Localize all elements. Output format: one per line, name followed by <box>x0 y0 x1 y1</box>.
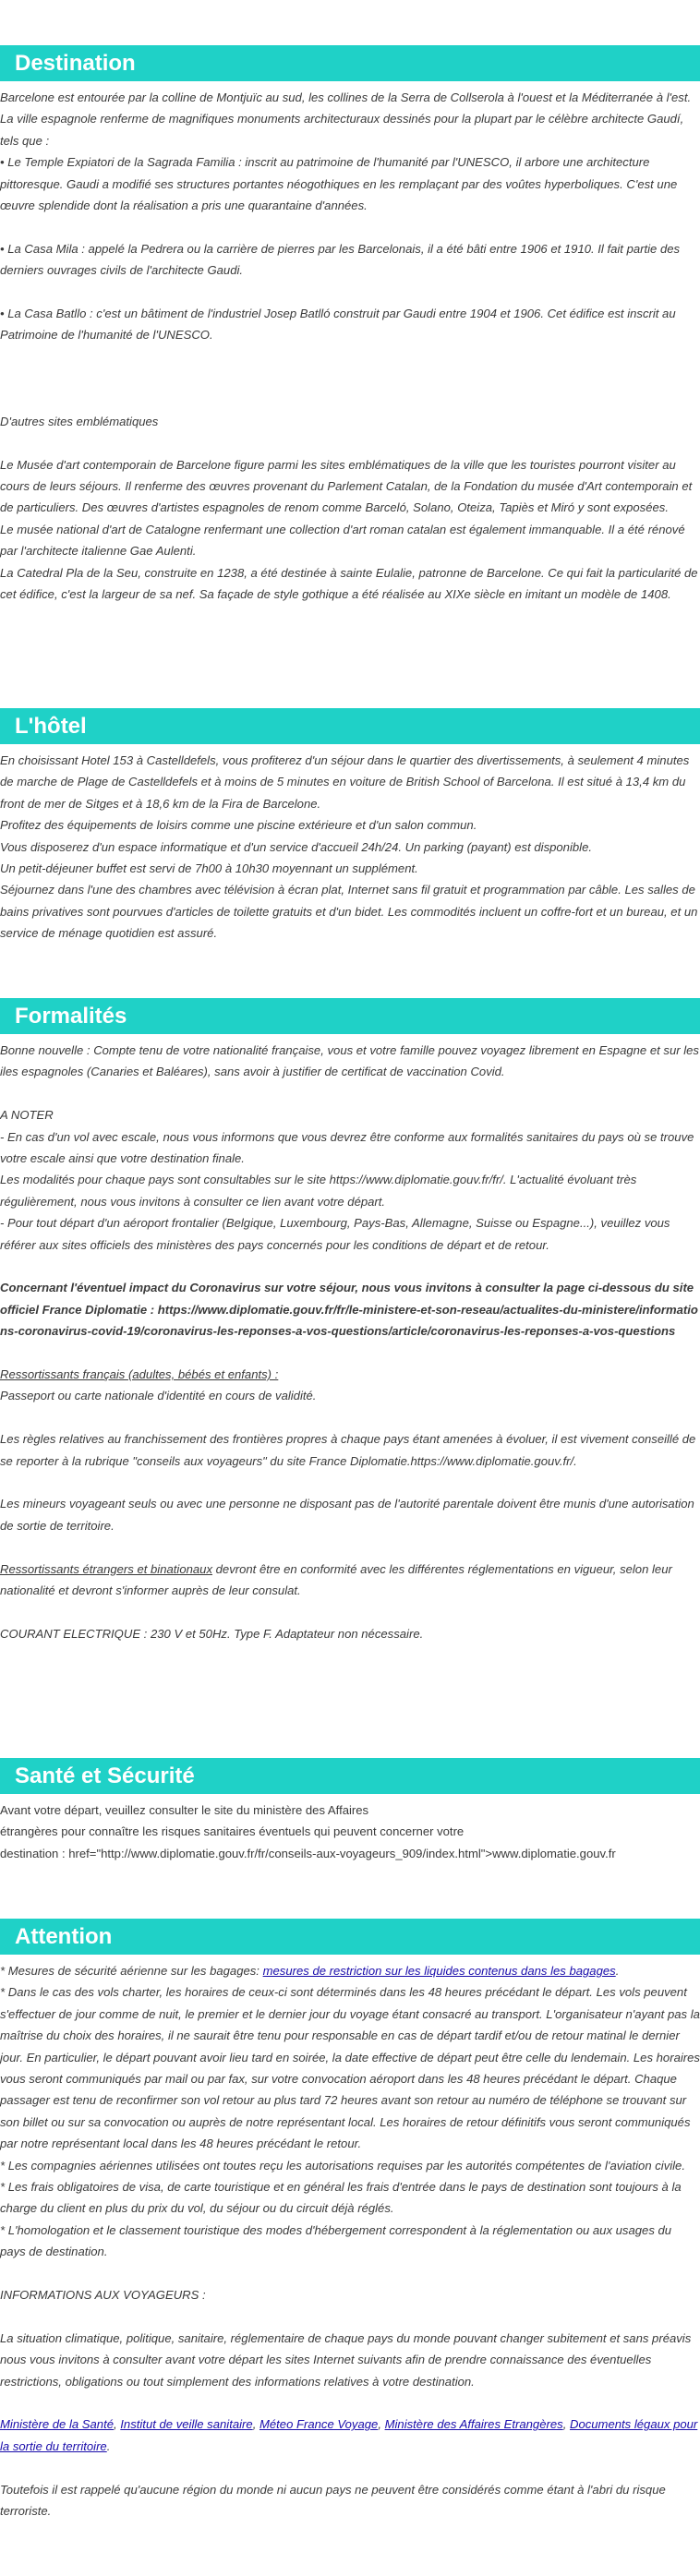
hotel-paragraph: En choisissant Hotel 153 à Castelldefels, vous profiterez d'un séjour dans le quartier des divertissements, à seulement 4 minutes de marche de Plage de Castelldefels et à moins de 5 minutes en voiture de British School of Barcelona. Il est situé à 13,4 km du front de mer de Sitges et à 18,6 km de la Fira de Barcelone. <box>0 753 690 811</box>
destination-item-casa-batllo: • La Casa Batllo : c'est un bâtiment de l'industriel Josep Batlló construit par Gaudi entre 1904 et 1906. Cet édifice est inscrit au Patrimoine de l'humanité de l'UNESCO. <box>0 307 676 343</box>
destination-other-mnac: Le musée national d'art de Catalogne renfermant une collection d'art roman catalan est également immanquable. Il a été rénové par l'architecte italienne Gae Aulenti. <box>0 522 685 559</box>
links-end: . <box>106 2438 111 2453</box>
formalites-note: - Pour tout départ d'un aéroport frontalier (Belgique, Luxembourg, Pays-Bas, Allemagne, Suisse ou Espagne...), veuillez vous référer aux sites officiels des ministères des pays concernés pour les conditions de départ et de retour. <box>0 1216 670 1252</box>
formalites-border-rules: Les règles relatives au franchissement des frontières propres à chaque pays étant amenées à évoluer, il est vivement conseillé de se reporter à la rubrique "conseils aux voyageurs" du site France Diplomatie.https://www.diplomatie.gouv.fr/. <box>0 1432 696 1468</box>
formalites-section <box>0 998 700 1644</box>
foreign-affairs-link[interactable]: Ministère des Affaires Etrangères <box>384 2417 563 2432</box>
meteo-france-link[interactable]: Méteo France Voyage <box>259 2417 379 2432</box>
formalites-note: - En cas d'un vol avec escale, nous vous informons que vous devrez être conforme aux formalités sanitaires du pays où se trouve votre escale ainsi que votre destination finale. <box>0 1129 694 1166</box>
formalites-intro: Bonne nouvelle : Compte tenu de votre nationalité française, vous et votre famille pouvez voyagez librement en Espagne et sur les iles espagnoles (Canaries et Baléares), sans avoir à justifier de certificat de vaccination Covid. <box>0 1043 699 1079</box>
formalites-body <box>0 1034 700 1644</box>
exit-documents-link[interactable]: Documents légaux pour la sortie du territoire <box>0 2417 698 2453</box>
attention-info-text: La situation climatique, politique, sanitaire, réglementaire de chaque pays du monde pouvant changer subitement et sans préavis nous vous invitons à consulter avant votre départ les sites Internet suivants afin de prendre connaissance des éventuelles restrictions, obligations ou tout simplement des informations relatives à votre destination. <box>0 2330 692 2389</box>
hotel-title: L'hôtel <box>0 708 700 744</box>
formalites-note: Les modalités pour chaque pays sont consultables sur le site https://www.diplomatie.gouv.fr/fr/. L'actualité évoluant très régulièrement, nous vous invitons à consulter ce lien avant votre départ. <box>0 1173 637 1209</box>
formalites-foreign-nationals-text: devront être en conformité avec les différentes réglementations en vigueur, selon leur nationalité et devront s'informer auprès de leur consulat. <box>0 1561 672 1598</box>
formalites-french-nationals-heading: Ressortissants français (adultes, bébés et enfants) : <box>0 1367 279 1382</box>
attention-accommodation: * L'homologation et le classement touristique des modes d'hébergement correspondent à la réglementation ou aux usages du pays de destination. <box>0 2222 672 2259</box>
attention-charter-flights: * Dans le cas des vols charter, les horaires de ceux-ci sont déterminés dans les 48 heures précédant le départ. Les vols peuvent s'effectuer de jour comme de nuit, le premier et le dernier jour du voyage étant consacré au transport. L'organisateur n'ayant pas la maîtrise du choix des horaires, il ne saurait être tenu pour responsable en cas de départ tardif et/ou de retour matinal le dernier jour. En particulier, le départ pouvant avoir lieu tard en soirée, la date effective de départ peut être celle du lendemain. Les horaires vous seront communiqués par mail ou par fax, sur votre convocation aéroport dans les 48 heures précédant le départ. Chaque passager est tenu de reconfirmer son vol retour au plus tard 72 heures avant son retour au numéro de téléphone se trouvant sur son billet ou sur sa convocation ou auprès de notre représentant local. Les horaires de retour définitifs vous seront communiqués par notre représentant local dans les 48 heures précédant le retour. <box>0 1985 700 2151</box>
hotel-paragraph: Vous disposerez d'un espace informatique et d'un service d'accueil 24h/24. Un parking (payant) est disponible. <box>0 839 592 854</box>
formalites-french-nationals-docs: Passeport ou carte nationale d'identité en cours de validité. <box>0 1389 317 1403</box>
link-separator: , <box>252 2417 259 2432</box>
attention-baggage-end: . <box>615 1964 620 1978</box>
hotel-paragraph: Un petit-déjeuner buffet est servi de 7h00 à 10h30 moyennant un supplément. <box>0 861 418 876</box>
attention-airlines: * Les compagnies aériennes utilisées ont toutes reçu les autorisations requises par les autorités compétentes de l'aviation civile. <box>0 2158 685 2173</box>
destination-other-catedral: La Catedral Pla de la Seu, construite en 1238, a été destinée à sainte Eulalie, patronne de Barcelone. Ce qui fait la particularité de cet édifice, c'est la largeur de sa nef. Sa façade de style gothique a été réalisée au XIXe siècle en imitant un modèle de 1408. <box>0 565 698 602</box>
attention-visa-fees: * Les frais obligatoires de visa, de carte touristique et en général les frais d'entrée dans le pays de destination sont toujours à la charge du client en plus du prix du vol, du séjour ou du circuit déjà réglés. <box>0 2180 682 2216</box>
link-separator: , <box>562 2417 570 2432</box>
attention-title: Attention <box>0 1919 700 1955</box>
link-separator: , <box>378 2417 385 2432</box>
destination-section <box>0 45 700 605</box>
formalites-title: Formalités <box>0 998 700 1034</box>
destination-item-sagrada: • Le Temple Expiatori de la Sagrada Familia : inscrit au patrimoine de l'humanité par l'UNESCO, il arbore une architecture pittoresque. Gaudi a modifié ses structures portantes néogothiques en les remplaçant par des voûtes hyperboliques. C'est une œuvre splendide dont la réalisation a pris une quarantaine d'années. <box>0 155 678 213</box>
destination-item-casa-mila: • La Casa Mila : appelé la Pedrera ou la carrière de pierres par les Barcelonais, il a été bâti entre 1906 et 1910. Il fait partie des derniers ouvrages civils de l'architecte Gaudi. <box>0 241 681 278</box>
health-ministry-link[interactable]: Ministère de la Santé <box>0 2417 115 2432</box>
formalites-noter-heading: A NOTER <box>0 1108 54 1123</box>
attention-body <box>0 1955 700 2522</box>
hotel-section <box>0 708 700 945</box>
formalites-minors: Les mineurs voyageant seuls ou avec une personne ne disposant pas de l'autorité parentale doivent être munis d'une autorisation de sortie de territoire. <box>0 1497 694 1533</box>
health-watch-institute-link[interactable]: Institut de veille sanitaire <box>120 2417 253 2432</box>
liquids-restriction-link[interactable]: mesures de restriction sur les liquides contenus dans les bagages <box>262 1964 616 1978</box>
attention-info-heading: INFORMATIONS AUX VOYAGEURS : <box>0 2288 206 2303</box>
formalites-electricity: COURANT ELECTRIQUE : 230 V et 50Hz. Type F. Adaptateur non nécessaire. <box>0 1626 424 1641</box>
hotel-body <box>0 744 700 945</box>
destination-intro: Barcelone est entourée par la colline de Montjuïc au sud, les collines de la Serra de Collserola à l'ouest et la Méditerranée à l'est. La ville espagnole renferme de magnifiques monuments architecturaux dessinés pour la plupart par le célèbre architecte Gaudí, tels que : <box>0 90 692 148</box>
destination-title: Destination <box>0 45 700 81</box>
hotel-paragraph: Séjournez dans l'une des chambres avec télévision à écran plat, Internet sans fil gratuit et programmation par câble. Les salles de bains privatives sont pourvues d'articles de toilette gratuits et d'un bidet. Les commodités incluent un coffre-fort et un bureau, et un service de ménage quotidien est assuré. <box>0 883 698 941</box>
destination-other-macba: Le Musée d'art contemporain de Barcelone figure parmi les sites emblématiques de la ville que les touristes pourront visiter au cours de leurs séjours. Il renferme des œuvres provenant du Parlement Catalan, de la Fondation du musée d'Art contemporain et de particuliers. Des œuvres d'artistes espagnoles de renom comme Barceló, Solano, Oteiza, Tapiès et Miró y sont exposées. <box>0 457 693 515</box>
formalites-covid-notice: Concernant l'éventuel impact du Coronavirus sur votre séjour, nous vous invitons à consulter la page ci-dessous du site officiel France Diplomatie : https://www.diplomatie.gouv.fr/fr/le-ministere-et-son-reseau/actualites-du-ministere/informations-coronavirus-covid-19/coronavirus-les-reponses-a-vos-questions/article/coronavirus-les-reponses-a-vos-questions <box>0 1281 698 1339</box>
sante-line: étrangères pour connaître les risques sanitaires éventuels qui peuvent concerner votre <box>0 1824 465 1839</box>
hotel-paragraph: Profitez des équipements de loisirs comme une piscine extérieure et d'un salon commun. <box>0 818 477 833</box>
attention-links <box>0 2413 700 2457</box>
attention-section <box>0 1919 700 2522</box>
sante-section <box>0 1758 700 1864</box>
link-separator: , <box>114 2417 121 2432</box>
destination-other-heading: D'autres sites emblématiques <box>0 414 159 428</box>
destination-body <box>0 81 700 605</box>
sante-line: Avant votre départ, veuillez consulter le site du ministère des Affaires <box>0 1803 369 1817</box>
sante-body <box>0 1794 700 1864</box>
sante-title: Santé et Sécurité <box>0 1758 700 1794</box>
attention-terrorism-notice: Toutefois il est rappelé qu'aucune région du monde ni aucun pays ne peuvent être considérés comme étant à l'abri du risque terroriste. <box>0 2482 666 2519</box>
attention-baggage-text: * Mesures de sécurité aérienne sur les bagages: <box>0 1964 263 1978</box>
sante-line: destination : href="http://www.diplomatie.gouv.fr/fr/conseils-aux-voyageurs_909/index.html">www.diplomatie.gouv.fr <box>0 1846 616 1860</box>
formalites-foreign-nationals-heading: Ressortissants étrangers et binationaux <box>0 1561 212 1576</box>
